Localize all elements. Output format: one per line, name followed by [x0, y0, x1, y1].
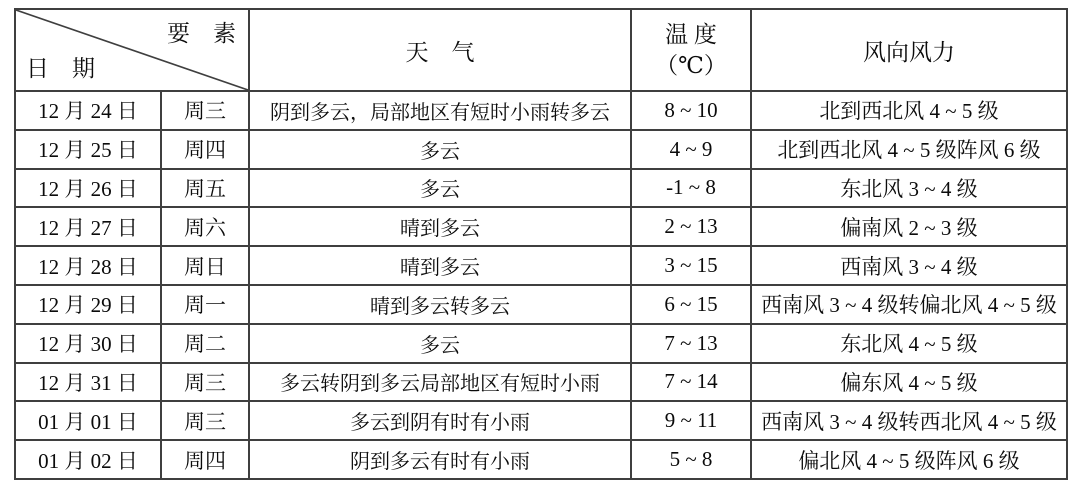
temp-cell: 7 ~ 13	[631, 324, 751, 363]
weekday-cell: 周三	[161, 91, 249, 130]
weekday-cell: 周三	[161, 363, 249, 402]
date-cell: 12 月 29 日	[15, 285, 161, 324]
wind-cell: 西南风 3 ~ 4 级转偏北风 4 ~ 5 级	[751, 285, 1067, 324]
date-cell: 12 月 28 日	[15, 246, 161, 285]
weather-forecast-table	[14, 8, 1068, 480]
date-cell: 12 月 26 日	[15, 169, 161, 208]
table-row	[15, 285, 1067, 324]
temp-cell: 4 ~ 9	[631, 130, 751, 169]
date-cell: 01 月 01 日	[15, 401, 161, 440]
temp-cell: 2 ~ 13	[631, 207, 751, 246]
header-corner-label-date: 日 期	[26, 56, 95, 81]
wind-cell: 西南风 3 ~ 4 级	[751, 246, 1067, 285]
weekday-cell: 周二	[161, 324, 249, 363]
temp-cell: -1 ~ 8	[631, 169, 751, 208]
header-temperature-line2: （℃）	[655, 53, 727, 78]
forecast-table-body	[15, 91, 1067, 479]
table-row	[15, 246, 1067, 285]
weather-cell: 晴到多云转多云	[249, 285, 631, 324]
table-row	[15, 207, 1067, 246]
temp-cell: 8 ~ 10	[631, 91, 751, 130]
date-cell: 01 月 02 日	[15, 440, 161, 479]
weekday-cell: 周一	[161, 285, 249, 324]
weekday-cell: 周四	[161, 440, 249, 479]
weekday-cell: 周四	[161, 130, 249, 169]
header-corner-cell	[15, 9, 249, 91]
date-cell: 12 月 25 日	[15, 130, 161, 169]
table-row	[15, 91, 1067, 130]
header-temperature-line1: 温 度	[665, 22, 717, 47]
weekday-cell: 周五	[161, 169, 249, 208]
wind-cell: 北到西北风 4 ~ 5 级	[751, 91, 1067, 130]
table-row	[15, 130, 1067, 169]
weather-cell: 多云到阴有时有小雨	[249, 401, 631, 440]
weather-cell: 晴到多云	[249, 207, 631, 246]
table-row	[15, 324, 1067, 363]
wind-cell: 西南风 3 ~ 4 级转西北风 4 ~ 5 级	[751, 401, 1067, 440]
header-corner-label-element: 要 素	[167, 21, 236, 46]
temp-cell: 6 ~ 15	[631, 285, 751, 324]
header-row	[15, 9, 1067, 91]
temp-cell: 7 ~ 14	[631, 363, 751, 402]
weather-cell: 多云	[249, 130, 631, 169]
table-row	[15, 169, 1067, 208]
header-wind: 风向风力	[751, 9, 1067, 91]
table-row	[15, 440, 1067, 479]
table-row	[15, 363, 1067, 402]
wind-cell: 偏北风 4 ~ 5 级阵风 6 级	[751, 440, 1067, 479]
table-header	[15, 9, 1067, 91]
wind-cell: 东北风 4 ~ 5 级	[751, 324, 1067, 363]
weather-cell: 阴到多云，局部地区有短时小雨转多云	[249, 91, 631, 130]
weekday-cell: 周三	[161, 401, 249, 440]
weekday-cell: 周日	[161, 246, 249, 285]
weather-cell: 多云	[249, 324, 631, 363]
header-weather: 天 气	[249, 9, 631, 91]
weather-cell: 阴到多云有时有小雨	[249, 440, 631, 479]
temp-cell: 3 ~ 15	[631, 246, 751, 285]
date-cell: 12 月 30 日	[15, 324, 161, 363]
date-cell: 12 月 24 日	[15, 91, 161, 130]
weekday-cell: 周六	[161, 207, 249, 246]
date-cell: 12 月 31 日	[15, 363, 161, 402]
wind-cell: 东北风 3 ~ 4 级	[751, 169, 1067, 208]
table-row	[15, 401, 1067, 440]
wind-cell: 北到西北风 4 ~ 5 级阵风 6 级	[751, 130, 1067, 169]
weather-cell: 晴到多云	[249, 246, 631, 285]
temp-cell: 9 ~ 11	[631, 401, 751, 440]
header-temperature	[631, 9, 751, 91]
weather-cell: 多云	[249, 169, 631, 208]
date-cell: 12 月 27 日	[15, 207, 161, 246]
wind-cell: 偏南风 2 ~ 3 级	[751, 207, 1067, 246]
temp-cell: 5 ~ 8	[631, 440, 751, 479]
weather-cell: 多云转阴到多云局部地区有短时小雨	[249, 363, 631, 402]
wind-cell: 偏东风 4 ~ 5 级	[751, 363, 1067, 402]
